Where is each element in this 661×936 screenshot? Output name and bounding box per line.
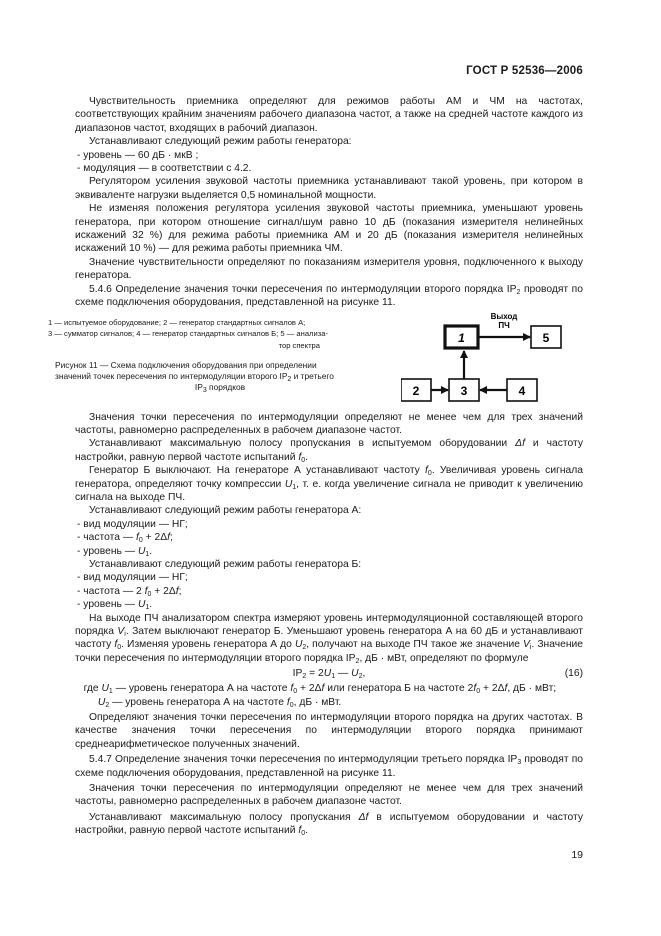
where-line-2: $U_2$ — уровень генератора А на частоте $f_0$, дБ · мВт. [97,696,342,709]
section-5-4-7: 5.4.7 Определение значения точки пересечения по интермодуляции третьего порядка $IP_3$ проводят по схеме подключения оборудования, представленной на рисунке 11. [75,754,583,779]
block-5-label: 5 [542,330,550,345]
paragraph: Устанавливают максимальную полосу пропускания в испытуемом оборудовании Δf и частоту настройки, равную первой частоте испытаний $f_0$. [75,438,584,464]
block-3-label: 3 [460,383,468,398]
figure-caption: Рисунок 11 — Схема подключения оборудования при определении значений точек пересечения по интермодуляции второго $IP_2$ и третьего $IP_3$ порядков [55,359,334,394]
paragraph: Значения точки пересечения по интермодуляции определяют не менее чем для трех значений частоты, равномерно распределенных в рабочем диапазоне частот. [75,783,583,808]
list-item: - частота — 2 $f_0 + 2\Delta f$; [77,585,182,598]
list-item: - уровень — $U_1$. [77,545,153,558]
figure-11 [48,311,583,407]
paragraph: На выходе ПЧ анализатором спектра измеряют уровень интермодуляционной составляющей второго порядка $V_i$. Затем выключают генератор Б. Уменьшают уровень генератора А на 60 дБ и устанавливают частоту $f_0$. Изменяя уровень генератора А до $U_2$, получают на выходе ПЧ такое же значение $V_i$. Значение точки пересечения по интермодуляции второго порядка $IP_2$, дБ · мВт, определяют по формуле [75,612,584,665]
list-item: - вид модуляции — НГ; [77,572,188,584]
section-5-4-6: 5.4.6 Определение значения точки пересечения по интермодуляции второго порядка $IP_2$ проводят по схеме подключения оборудования, представленной на рисунке 11. [75,283,583,309]
output-label: Выход [490,311,518,321]
formula-16: $IP_2 = 2U_1$ — $U_2$, (16) [292,668,583,681]
paragraph: Устанавливают следующий режим работы генератора Б: [89,558,362,570]
where-line-1: где $U_1$ — уровень генератора А на частоте $f_0 + 2\Delta f$ или генератора Б на частоте $2f_0 + 2\Delta f$, дБ · мВт; [83,683,557,696]
document-header: ГОСТ Р 52536—2006 [466,65,583,77]
list-item: - вид модуляции — НГ; [77,518,188,530]
block-1-label: 1 [458,330,465,345]
paragraph: Устанавливают следующий режим работы генератора А: [89,505,362,517]
list-item: - модуляция — в соответствии с 4.2. [77,163,252,175]
paragraph: Чувствительность приемника определяют для режимов работы АМ и ЧМ на частотах, соответствующих крайним значениям рабочего диапазона частот, а также на средней частоте каждого из диапазонов частот, входящих в рабочий диапазон. [75,96,583,134]
paragraph: Устанавливают максимальную полосу пропускания Δf в испытуемом оборудовании и частоту настройки, равную первой частоте испытаний $f_0$. [75,811,583,838]
list-item: - уровень — $U_1$. [77,599,153,612]
connection-diagram [401,309,581,409]
page-number: 19 [571,849,583,861]
list-item: - уровень — 60 дБ · мкВ ; [77,149,199,161]
paragraph: Определяют значения точки пересечения по интермодуляции второго порядка на других частотах. В качестве значения точки пересечения по интермодуляции второго порядка принимают среднеарифметическое полученных значений. [75,712,583,750]
output-label-if: ПЧ [498,320,510,330]
block-2-label: 2 [412,383,420,398]
paragraph: Значение чувствительности определяют по показаниям измерителя уровня, подключенного к выходу генератора. [75,256,583,282]
paragraph: Регулятором усиления звуковой частоты приемника устанавливают такой уровень, при котором в эквиваленте нагрузки выделяется 0,5 номинальной мощности. [75,176,583,201]
list-item: - частота — $f_0 + 2\Delta f$; [77,532,173,545]
paragraph: Значения точки пересечения по интермодуляции определяют не менее чем для трех значений частоты, равномерно распределенных в рабочем диапазоне частот. [75,411,583,436]
paragraph: Устанавливают следующий режим работы генератора: [89,136,352,148]
equation-number: (16) [564,668,583,680]
block-4-label: 4 [518,383,526,398]
figure-legend: 1 — испытуемое оборудование; 2 — генератор стандартных сигналов А; 3 — сумматор сигналов; 4 — генератор стандартных сигналов Б; 5 — анализа- тор спектра [48,317,328,350]
body-text [48,95,584,838]
paragraph: Генератор Б выключают. На генераторе А устанавливают частоту $f_0$. Увеличивая уровень сигнала генератора, определяют точку компрессии $U_1$, т. е. когда увеличение сигнала не приводит к увеличению сигнала на выходе ПЧ. [75,465,583,503]
paragraph: Не изменяя положения регулятора усиления звуковой частоты приемника, уменьшают уровень генератора, при котором отношение сигнал/шум равно 10 дБ (показания измерителя нелинейных искажений 32 %) для режима работы приемника АМ и 20 дБ (показания измерителя нелинейных искажений 10 %) — для режима работы приемника ЧМ. [75,203,583,255]
